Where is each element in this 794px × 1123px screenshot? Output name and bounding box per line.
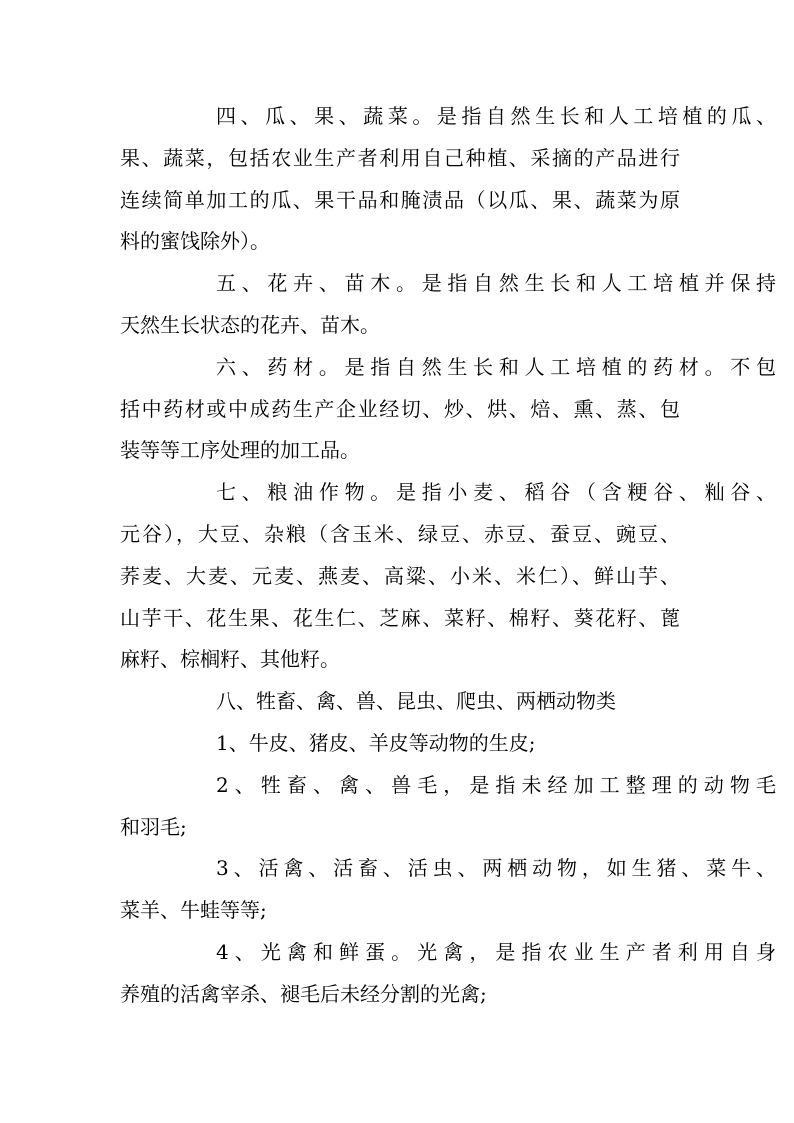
paragraph-line: 七、粮油作物。是指小麦、稻谷（含粳谷、籼谷、: [216, 480, 776, 505]
paragraph-line: 括中药材或中成药生产企业经切、炒、烘、焙、熏、蒸、包: [120, 396, 680, 421]
paragraph-line: 果、蔬菜，包括农业生产者利用自己种植、采摘的产品进行: [120, 145, 680, 170]
document-body: [120, 96, 776, 1016]
list-item-continuation: 菜羊、牛蛙等等;: [120, 898, 267, 923]
paragraph-line: 麻籽、棕榈籽、其他籽。: [120, 647, 340, 672]
paragraph-line: 料的蜜饯除外）。: [120, 229, 270, 254]
paragraph-line: 五、花卉、苗木。是指自然生长和人工培植并保持: [216, 271, 776, 296]
list-item: 3、活禽、活畜、活虫、两栖动物，如生猪、菜牛、: [216, 856, 776, 881]
paragraph-line: 天然生长状态的花卉、苗木。: [120, 312, 380, 337]
paragraph-line: 山芋干、花生果、花生仁、芝麻、菜籽、棉籽、葵花籽、蓖: [120, 605, 680, 630]
list-item: 4、光禽和鲜蛋。光禽，是指农业生产者利用自身: [216, 939, 776, 964]
paragraph-line: 六、药材。是指自然生长和人工培植的药材。不包: [216, 354, 776, 379]
section-heading: 八、牲畜、禽、兽、昆虫、爬虫、两栖动物类: [216, 689, 616, 714]
list-item-continuation: 和羽毛;: [120, 814, 187, 839]
list-item-continuation: 养殖的活禽宰杀、褪毛后未经分割的光禽;: [120, 981, 487, 1006]
paragraph-line: 荞麦、大麦、元麦、燕麦、高粱、小米、米仁）、鲜山芋、: [120, 563, 680, 588]
paragraph-line: 装等等工序处理的加工品。: [120, 438, 360, 463]
paragraph-line: 四、瓜、果、蔬菜。是指自然生长和人工培植的瓜、: [216, 104, 776, 128]
list-item: 1、牛皮、猪皮、羊皮等动物的生皮;: [216, 730, 536, 755]
paragraph-line: 元谷），大豆、杂粮（含玉米、绿豆、赤豆、蚕豆、豌豆、: [120, 521, 680, 546]
paragraph-line: 连续简单加工的瓜、果干品和腌渍品（以瓜、果、蔬菜为原: [120, 187, 680, 212]
list-item: 2、牲畜、禽、兽毛，是指未经加工整理的动物毛: [216, 772, 776, 797]
